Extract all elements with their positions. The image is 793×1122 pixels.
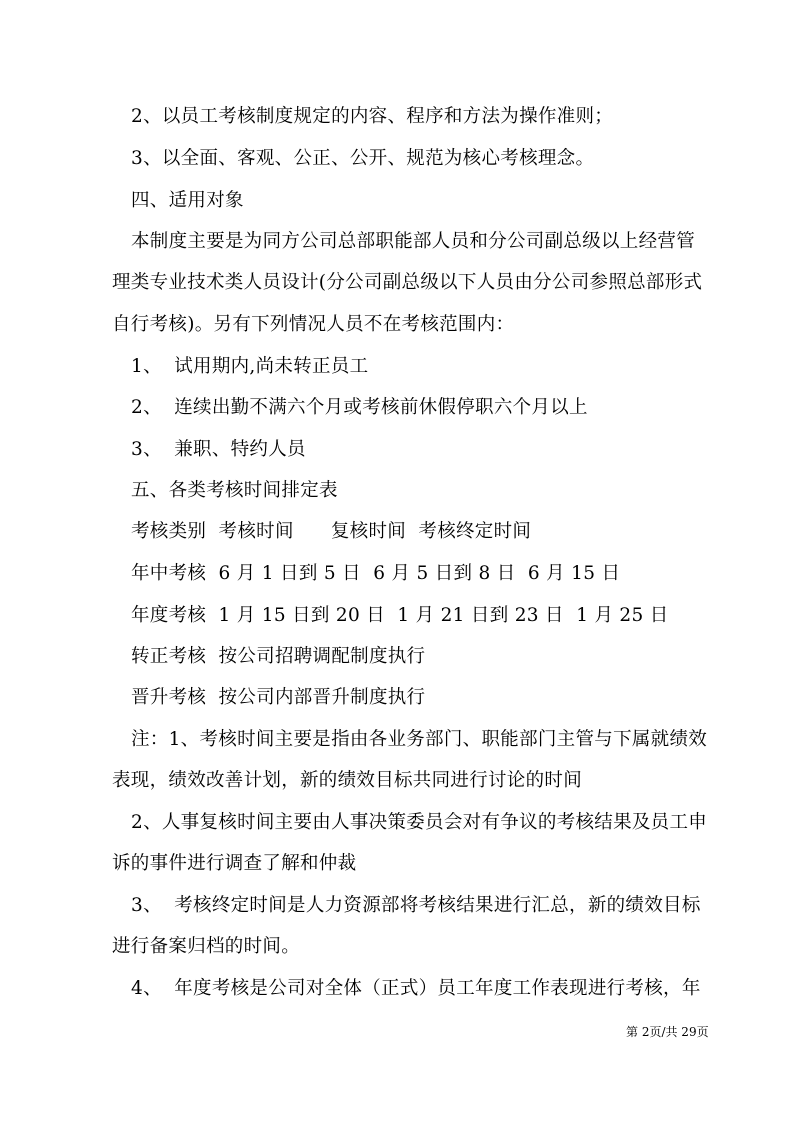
exclusion-item-2: 2、 连续出勤不满六个月或考核前休假停职六个月以上 (131, 397, 588, 418)
section-heading-4: 四、适用对象 (131, 190, 244, 211)
scope-paragraph-line-2: 理类专业技术类人员设计(分公司副总级以下人员由分公司参照总部形式 (112, 272, 703, 293)
schedule-row-probation: 转正考核 按公司招聘调配制度执行 (131, 646, 426, 667)
note-1-line-1: 注：1、考核时间主要是指由各业务部门、职能部门主管与下属就绩效 (131, 729, 708, 750)
page-number-footer: 第 2页/共 29页 (626, 1025, 709, 1039)
exclusion-item-1: 1、 试用期内,尚未转正员工 (131, 356, 369, 377)
note-2-line-2: 诉的事件进行调查了解和仲裁 (112, 853, 357, 874)
principle-2: 2、以员工考核制度规定的内容、程序和方法为操作准则； (131, 106, 614, 127)
note-1-line-2: 表现，绩效改善计划，新的绩效目标共同进行讨论的时间 (112, 770, 583, 791)
schedule-row-annual: 年度考核 1 月 15 日到 20 日 1 月 21 日到 23 日 1 月 25 日 (131, 605, 669, 626)
scope-paragraph-line-1: 本制度主要是为同方公司总部职能部人员和分公司副总级以上经营管 (131, 231, 696, 252)
section-heading-5: 五、各类考核时间排定表 (131, 480, 338, 501)
note-3-line-1: 3、 考核终定时间是人力资源部将考核结果进行汇总，新的绩效目标 (131, 895, 701, 916)
scope-paragraph-line-3: 自行考核)。另有下列情况人员不在考核范围内： (112, 314, 515, 335)
note-4-line-1: 4、 年度考核是公司对全体（正式）员工年度工作表现进行考核，年 (131, 978, 701, 999)
note-2-line-1: 2、人事复核时间主要由人事决策委员会对有争议的考核结果及员工申 (131, 812, 708, 833)
note-3-line-2: 进行备案归档的时间。 (112, 936, 301, 957)
exclusion-item-3: 3、 兼职、特约人员 (131, 439, 306, 460)
schedule-row-promotion: 晋升考核 按公司内部晋升制度执行 (131, 687, 426, 708)
schedule-header-row: 考核类别 考核时间 复核时间 考核终定时间 (131, 521, 532, 542)
schedule-row-midyear: 年中考核 6 月 1 日到 5 日 6 月 5 日到 8 日 6 月 15 日 (131, 563, 621, 584)
principle-3: 3、以全面、客观、公正、公开、规范为核心考核理念。 (131, 148, 595, 169)
